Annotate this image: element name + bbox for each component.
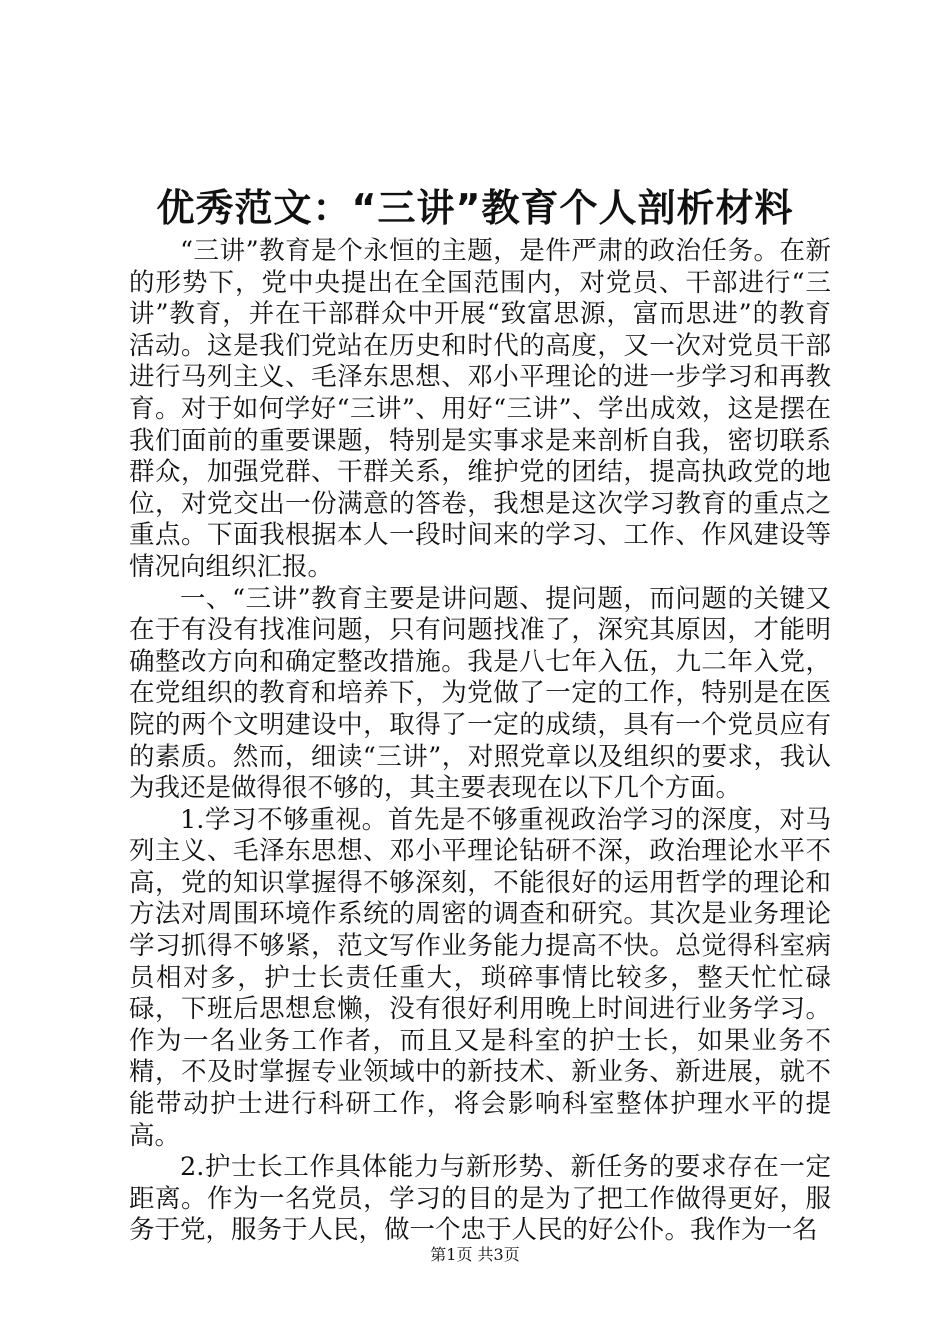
page-number-footer: 第1页 共3页 (430, 1245, 520, 1264)
document-body (129, 236, 831, 1247)
document-title: 优秀范文：“三讲”教育个人剖析材料 (156, 186, 794, 230)
paragraph-point-one: 1.学习不够重视。首先是不够重视政治学习的深度，对马列主义、毛泽东思想、邓小平理论钻研不深，政治理论水平不高，党的知识掌握得不够深刻，不能很好的运用哲学的理论和方法对周围环境作系统的周密的调查和研究。其次是业务理论学习抓得不够紧，范文写作业务能力提高不快。总觉得科室病员相对多，护士长责任重大，琐碎事情比较多，整天忙忙碌碌，下班后思想怠懒，没有很好利用晚上时间进行业务学习。作为一名业务工作者，而且又是科室的护士长，如果业务不精，不及时掌握专业领域中的新技术、新业务、新进展，就不能带动护士进行科研工作，将会影响科室整体护理水平的提高。 (129, 804, 831, 1151)
paragraph-intro: “三讲”教育是个永恒的主题，是件严肃的政治任务。在新的形势下，党中央提出在全国范围内，对党员、干部进行“三讲”教育，并在干部群众中开展“致富思源，富而思进”的教育活动。这是我们党站在历史和时代的高度，又一次对党员干部进行马列主义、毛泽东思想、邓小平理论的进一步学习和再教育。对于如何学好“三讲”、用好“三讲”、学出成效，这是摆在我们面前的重要课题，特别是实事求是来剖析自我，密切联系群众，加强党群、干群关系，维护党的团结，提高执政党的地位，对党交出一份满意的答卷，我想是这次学习教育的重点之重点。下面我根据本人一段时间来的学习、工作、作风建设等情况向组织汇报。 (129, 236, 831, 582)
paragraph-point-two: 2.护士长工作具体能力与新形势、新任务的要求存在一定距离。作为一名党员，学习的目的是为了把工作做得更好，服务于党，服务于人民，做一个忠于人民的好公仆。我作为一名 (129, 1152, 831, 1246)
paragraph-section-one: 一、“三讲”教育主要是讲问题、提问题，而问题的关键又在于有没有找准问题，只有问题找准了，深究其原因，才能明确整改方向和确定整改措施。我是八七年入伍，九二年入党，在党组织的教育和培养下，为党做了一定的工作，特别是在医院的两个文明建设中，取得了一定的成绩，具有一个党员应有的素质。然而，细读“三讲”，对照党章以及组织的要求，我认为我还是做得很不够的，其主要表现在以下几个方面。 (129, 583, 831, 804)
